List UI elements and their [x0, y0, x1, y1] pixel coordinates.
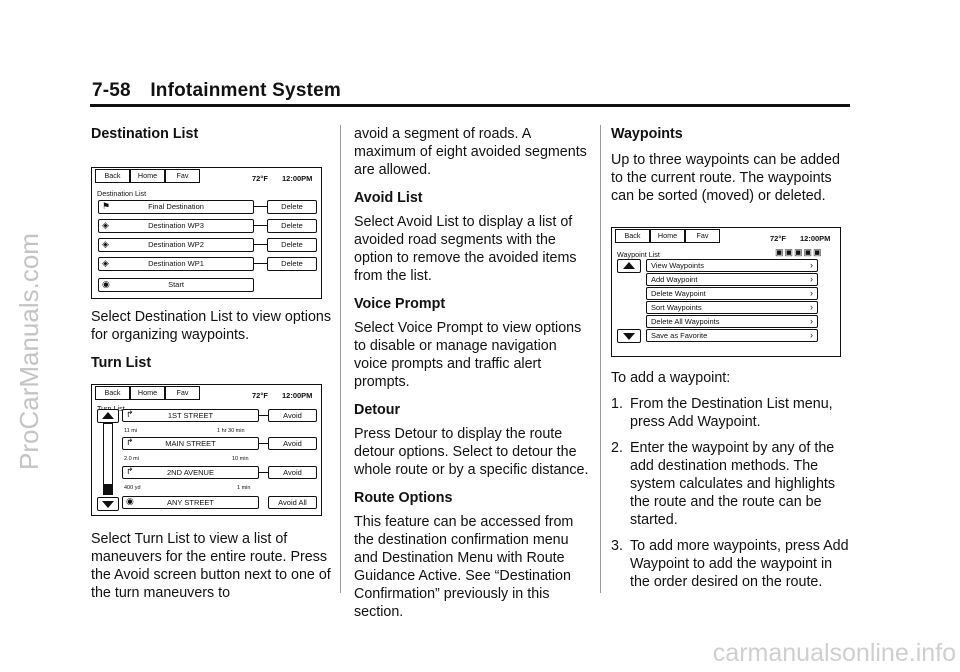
fav-button[interactable]: Fav — [165, 169, 200, 183]
connector — [253, 206, 267, 207]
heading-voice-prompt: Voice Prompt — [354, 296, 446, 312]
heading-avoid-list: Avoid List — [354, 190, 423, 206]
delete-button[interactable]: Delete — [267, 238, 317, 252]
connector — [258, 415, 268, 416]
temperature: 72°F — [252, 174, 268, 183]
back-button[interactable]: Back — [95, 386, 130, 400]
start-icon: ◉ — [102, 279, 110, 289]
steps-list — [611, 395, 851, 591]
waypoint-icon: ◈ — [102, 239, 109, 249]
list-item[interactable]: ◉ Start — [98, 278, 254, 292]
time: 10 min — [232, 456, 249, 462]
destination-list-screen — [91, 167, 322, 299]
heading-waypoints: Waypoints — [611, 126, 683, 142]
fav-button[interactable]: Fav — [685, 229, 720, 243]
chevron-right-icon: › — [810, 302, 813, 312]
list-item[interactable]: ◈ Destination WP2 — [98, 238, 254, 252]
delete-button[interactable]: Delete — [267, 257, 317, 271]
waypoint-icon: ◈ — [102, 220, 109, 230]
screen-label: Destination List — [97, 189, 147, 198]
flag-icon: ⚑ — [102, 201, 111, 211]
heading-detour: Detour — [354, 402, 401, 418]
back-button[interactable]: Back — [95, 169, 130, 183]
chevron-right-icon: › — [810, 288, 813, 298]
status-icons: ▣▣▣▣▣ — [775, 247, 823, 257]
chevron-right-icon: › — [810, 260, 813, 270]
scroll-up-button[interactable] — [617, 259, 641, 273]
scroll-up-button[interactable] — [97, 409, 119, 423]
avoid-button[interactable]: Avoid — [268, 466, 317, 479]
menu-item-sort-waypoints[interactable]: Sort Waypoints › — [646, 301, 818, 314]
temperature: 72°F — [770, 234, 786, 243]
distance: 2.0 mi — [124, 456, 139, 462]
list-item[interactable]: ↱ 1ST STREET — [122, 409, 259, 422]
turn-right-icon: ↱ — [126, 437, 134, 447]
home-button[interactable]: Home — [650, 229, 685, 243]
connector — [253, 263, 267, 264]
watermark-bottom: carmanualsonline.info — [712, 639, 956, 667]
page-number: 7-58 — [92, 80, 131, 101]
column-2 — [354, 125, 594, 621]
paragraph: Select Turn List to view a list of maneuvers for the entire route. Press the Avoid screen button next to one of the turn maneuvers to — [91, 531, 331, 601]
time: 1 min — [237, 485, 251, 491]
arrow-up-icon — [623, 262, 635, 269]
page-header — [92, 80, 341, 102]
connector — [258, 472, 268, 473]
paragraph: Up to three waypoints can be added to the current route. The waypoints can be sorted (moved) or deleted. — [611, 152, 840, 204]
turn-right-icon: ↱ — [126, 409, 134, 419]
scroll-thumb[interactable] — [104, 484, 112, 494]
screen-label: Waypoint List — [617, 250, 660, 259]
clock: 12:00PM — [800, 234, 831, 243]
connector — [258, 443, 268, 444]
watermark-left: ProCarManuals.com — [14, 233, 44, 470]
list-item[interactable]: ◉ ANY STREET — [122, 496, 259, 509]
menu-item-delete-all-waypoints[interactable]: Delete All Waypoints › — [646, 315, 818, 328]
menu-item-save-as-favorite[interactable]: Save as Favorite › — [646, 329, 818, 342]
list-item[interactable]: ↱ MAIN STREET — [122, 437, 259, 450]
clock: 12:00PM — [282, 174, 313, 183]
paragraph: This feature can be accessed from the destination confirmation menu and Destination Menu with Route Guidance Active. See “Destination Confirmation” previously in this section. — [354, 514, 574, 620]
heading-route-options: Route Options — [354, 490, 453, 506]
back-button[interactable]: Back — [615, 229, 650, 243]
delete-button[interactable]: Delete — [267, 219, 317, 233]
scroll-down-button[interactable] — [97, 497, 119, 511]
waypoint-icon: ◈ — [102, 258, 109, 268]
header-rule — [90, 104, 850, 107]
time: 1 hr 30 min — [217, 428, 245, 434]
scroll-down-button[interactable] — [617, 329, 641, 343]
paragraph: Select Destination List to view options for organizing waypoints. — [91, 309, 331, 343]
list-item[interactable]: ◈ Destination WP1 — [98, 257, 254, 271]
menu-item-delete-waypoint[interactable]: Delete Waypoint › — [646, 287, 818, 300]
chapter-title: Infotainment System — [150, 80, 341, 101]
menu-item-add-waypoint[interactable]: Add Waypoint › — [646, 273, 818, 286]
connector — [253, 244, 267, 245]
temperature: 72°F — [252, 391, 268, 400]
paragraph: Select Avoid List to display a list of avoided road segments with the option to remove the avoided items from the list. — [354, 214, 577, 284]
waypoint-list-screen — [611, 227, 841, 357]
list-item[interactable]: ◈ Destination WP3 — [98, 219, 254, 233]
column-divider-1 — [340, 125, 341, 593]
heading-turn-list: Turn List — [91, 355, 152, 371]
arrow-down-icon — [102, 501, 114, 508]
home-button[interactable]: Home — [130, 169, 165, 183]
destination-pin-icon: ◉ — [126, 496, 134, 506]
distance: 400 yd — [124, 485, 141, 491]
menu-item-view-waypoints[interactable]: View Waypoints › — [646, 259, 818, 272]
fav-button[interactable]: Fav — [165, 386, 200, 400]
chevron-right-icon: › — [810, 330, 813, 340]
home-button[interactable]: Home — [130, 386, 165, 400]
paragraph: Select Voice Prompt to view options to disable or manage navigation voice prompts and traffic alert prompts. — [354, 320, 582, 390]
avoid-button[interactable]: Avoid — [268, 409, 317, 422]
column-3 — [611, 125, 851, 599]
paragraph: Press Detour to display the route detour options. Select to detour the whole route or by a specific distance. — [354, 426, 589, 478]
arrow-down-icon — [623, 333, 635, 340]
chevron-right-icon: › — [810, 316, 813, 326]
column-1 — [91, 125, 331, 602]
heading-destination-list: Destination List — [91, 126, 199, 142]
delete-button[interactable]: Delete — [267, 200, 317, 214]
turn-list-screen — [91, 384, 322, 516]
arrow-up-icon — [102, 412, 114, 419]
scrollbar[interactable] — [103, 423, 113, 495]
screen-label: List — [113, 404, 125, 413]
distance: 11 mi — [124, 428, 138, 434]
paragraph: To add a waypoint: — [611, 370, 731, 386]
list-item[interactable]: ⚑ Final Destination — [98, 200, 254, 214]
clock: 12:00PM — [282, 391, 313, 400]
chevron-right-icon: › — [810, 274, 813, 284]
paragraph: avoid a segment of roads. A maximum of eight avoided segments are allowed. — [354, 126, 587, 178]
turn-right-icon: ↱ — [126, 466, 134, 476]
list-item: 1. From the Destination List menu, press Add Waypoint. — [611, 396, 833, 430]
list-item[interactable]: ↱ 2ND AVENUE — [122, 466, 259, 479]
list-item: 3. To add more waypoints, press Add Waypoint to add the waypoint in the order desired on the route. — [611, 538, 849, 590]
avoid-button[interactable]: Avoid — [268, 437, 317, 450]
list-item: 2. Enter the waypoint by any of the add destination methods. The system calculates and highlights the route and the route can be started. — [611, 440, 836, 528]
column-divider-2 — [600, 125, 601, 593]
avoid-all-button[interactable]: Avoid All — [268, 496, 317, 509]
connector — [253, 225, 267, 226]
